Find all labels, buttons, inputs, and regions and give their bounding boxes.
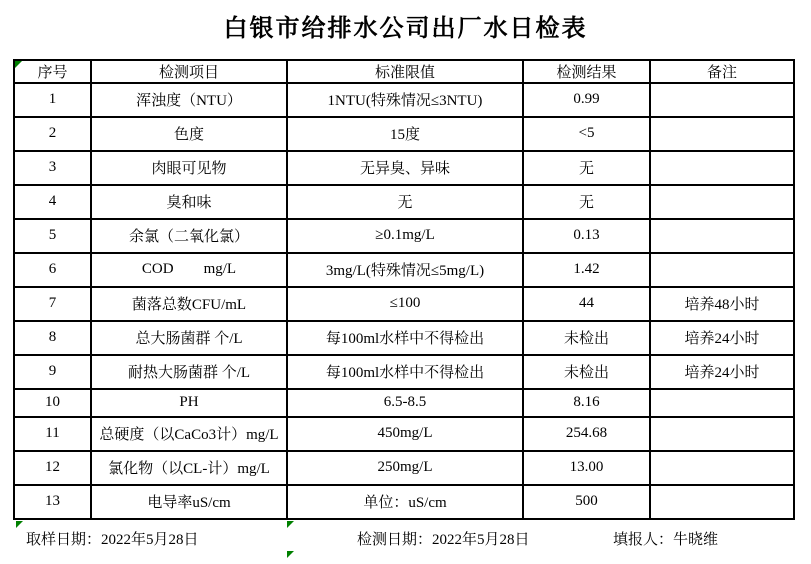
result-cell: 1.42 <box>523 253 650 287</box>
test-date-label: 检测日期：2022年5月28日 <box>357 532 530 548</box>
page-title: 白银市给排水公司出厂水日检表 <box>223 15 588 42</box>
result-cell: <5 <box>523 117 650 151</box>
table-row <box>14 185 794 219</box>
table-row <box>14 287 794 321</box>
table-row <box>14 389 794 417</box>
table-row <box>14 321 794 355</box>
item-cell: 肉眼可见物 <box>91 151 287 185</box>
item-cell: 总大肠菌群 个/L <box>91 321 287 355</box>
table-row <box>14 83 794 117</box>
result-cell: 未检出 <box>523 321 650 355</box>
result-cell: 44 <box>523 287 650 321</box>
item-cell: 耐热大肠菌群 个/L <box>91 355 287 389</box>
table-row <box>14 355 794 389</box>
inspection-table <box>13 59 795 520</box>
note-cell <box>650 151 794 185</box>
column-header: 序号 <box>14 60 91 83</box>
table-row <box>14 219 794 253</box>
result-cell: 8.16 <box>523 389 650 417</box>
column-header: 备注 <box>650 60 794 83</box>
limit-cell: 每100ml水样中不得检出 <box>287 355 523 389</box>
note-cell <box>650 417 794 451</box>
note-cell <box>650 389 794 417</box>
note-cell <box>650 219 794 253</box>
no-cell: 12 <box>14 451 91 485</box>
table-row <box>14 253 794 287</box>
item-cell: 菌落总数CFU/mL <box>91 287 287 321</box>
table-row <box>14 417 794 451</box>
limit-cell: 450mg/L <box>287 417 523 451</box>
table-body <box>14 83 794 519</box>
result-cell: 500 <box>523 485 650 519</box>
column-header: 检测项目 <box>91 60 287 83</box>
no-cell: 11 <box>14 417 91 451</box>
no-cell: 4 <box>14 185 91 219</box>
no-cell: 6 <box>14 253 91 287</box>
header-row <box>14 60 794 83</box>
no-cell: 1 <box>14 83 91 117</box>
reporter-label: 填报人：牛晓维 <box>613 532 719 548</box>
table-row <box>14 485 794 519</box>
result-cell: 254.68 <box>523 417 650 451</box>
table-row <box>14 451 794 485</box>
no-cell: 9 <box>14 355 91 389</box>
limit-cell: 6.5-8.5 <box>287 389 523 417</box>
table-row <box>14 151 794 185</box>
item-cell: PH <box>91 389 287 417</box>
no-cell: 10 <box>14 389 91 417</box>
sampling-date-label: 取样日期：2022年5月28日 <box>26 532 199 548</box>
item-cell: 色度 <box>91 117 287 151</box>
note-cell <box>650 117 794 151</box>
column-header: 检测结果 <box>523 60 650 83</box>
limit-cell: 3mg/L(特殊情况≤5mg/L) <box>287 253 523 287</box>
note-cell <box>650 83 794 117</box>
note-cell <box>650 253 794 287</box>
item-cell: 氯化物（以CL-计）mg/L <box>91 451 287 485</box>
item-cell: 电导率uS/cm <box>91 485 287 519</box>
result-cell: 未检出 <box>523 355 650 389</box>
no-cell: 2 <box>14 117 91 151</box>
item-cell: 余氯（二氧化氯） <box>91 219 287 253</box>
error-indicator-icon <box>16 521 23 528</box>
note-cell: 培养24小时 <box>650 321 794 355</box>
no-cell: 8 <box>14 321 91 355</box>
result-cell: 13.00 <box>523 451 650 485</box>
result-cell: 无 <box>523 151 650 185</box>
limit-cell: 1NTU(特殊情况≤3NTU) <box>287 83 523 117</box>
limit-cell: 无 <box>287 185 523 219</box>
no-cell: 5 <box>14 219 91 253</box>
result-cell: 0.13 <box>523 219 650 253</box>
error-indicator-icon <box>287 551 294 558</box>
result-cell: 0.99 <box>523 83 650 117</box>
limit-cell: 单位：uS/cm <box>287 485 523 519</box>
column-header: 标准限值 <box>287 60 523 83</box>
no-cell: 7 <box>14 287 91 321</box>
note-cell: 培养24小时 <box>650 355 794 389</box>
note-cell: 培养48小时 <box>650 287 794 321</box>
table-row <box>14 117 794 151</box>
limit-cell: ≥0.1mg/L <box>287 219 523 253</box>
error-indicator-icon <box>287 521 294 528</box>
note-cell <box>650 451 794 485</box>
limit-cell: ≤100 <box>287 287 523 321</box>
item-cell: 总硬度（以CaCo3计）mg/L <box>91 417 287 451</box>
limit-cell: 每100ml水样中不得检出 <box>287 321 523 355</box>
limit-cell: 无异臭、异味 <box>287 151 523 185</box>
item-cell: 臭和味 <box>91 185 287 219</box>
note-cell <box>650 185 794 219</box>
result-cell: 无 <box>523 185 650 219</box>
item-cell: 浑浊度（NTU） <box>91 83 287 117</box>
item-cell: COD mg/L <box>91 253 287 287</box>
limit-cell: 250mg/L <box>287 451 523 485</box>
no-cell: 13 <box>14 485 91 519</box>
note-cell <box>650 485 794 519</box>
no-cell: 3 <box>14 151 91 185</box>
limit-cell: 15度 <box>287 117 523 151</box>
